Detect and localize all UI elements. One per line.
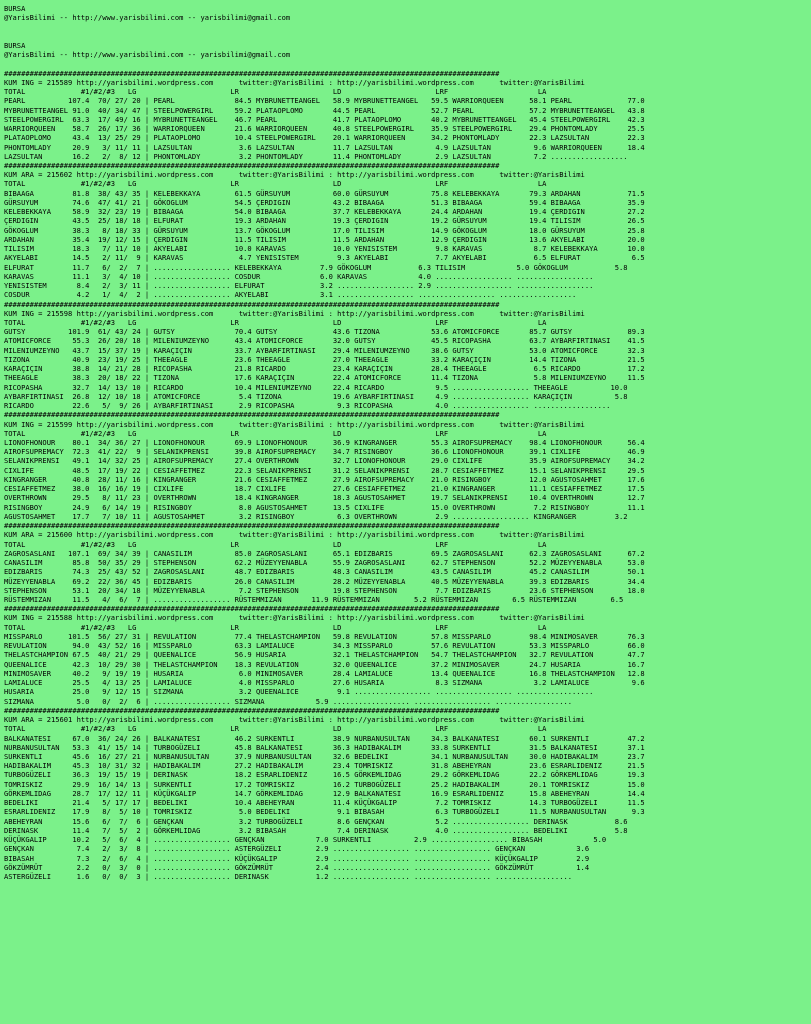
race-statistics-report: BURSA @YarisBilimi -- http://www.yarisbilimi.com -- yarisbilimi@gmail.com BURSA @YarisBilimi -- http://www.yarisbilimi.com -- yarisbilimi@gmail.com #################################################################################################################### KUM ING = 215589 http://yarisbilimi.wordpress.com twitter:@YarisBilimi : http://yarisbilimi.wordpress.com twitter:@YarisBilimi TOTAL #1/#2/#3 LG LR LD LRF LA PEARL 107.4 70/ 27/ 20 | PEARL 84.5 MYBRUNETTEANGEL 58.9 MYBRUNETTEANGEL 59.5 WARRIORQUEEN 58.1 PEARL 77.0 MYBRUNETTEANGEL 91.0 40/ 34/ 47 | STEELPOWERGIRL 59.2 PLATAOPLOMO 44.5 PEARL 52.7 PEARL 57.2 MYBRUNETTEANGEL 43.8 STEELPOWERGIRL 63.3 17/ 49/ 16 | MYBRUNETTEANGEL 46.7 PEARL 41.7 PLATAOPLOMO 40.2 MYBRUNETTEANGEL 45.4 STEELPOWERGIRL 42.3 WARRIORQUEEN 58.7 26/ 17/ 36 | WARRIORQUEEN 21.6 WARRIORQUEEN 40.8 STEELPOWERGIRL 35.9 STEELPOWERGIRL 29.4 PHONTOMLADY 25.5 PLATAOPLOMO 43.4 13/ 25/ 29 | PLATAOPLOMO 10.4 STEELPOWERGIRL 20.1 WARRIORQUEEN 34.2 PHONTOMLADY 22.3 LAZSULTAN 22.3 PHONTOMLADY 20.9 3/ 11/ 11 | LAZSULTAN 3.6 LAZSULTAN 11.7 LAZSULTAN 4.9 LAZSULTAN 9.6 WARRIORQUEEN 18.4 LAZSULTAN 16.2 2/ 8/ 12 | PHONTOMLADY 3.2 PHONTOMLADY 11.4 PHONTOMLADY 2.9 LAZSULTAN 7.2 .................. #################################################################################################################### KUM ARA = 215602 http://yarisbilimi.wordpress.com twitter:@YarisBilimi : http://yarisbilimi.wordpress.com twitter:@YarisBilimi TOTAL #1/#2/#3 LG LR LD LRF LA BIBAAGA 81.8 38/ 43/ 35 | KELEBEKKAYA 61.5 GÜRSUYUM 60.0 GÜRSUYUM 75.8 KELEBEKKAYA 79.3 ARDAHAN 71.5 GÜRSUYUM 74.6 47/ 41/ 21 | GÖKOGLUM 54.5 ÇERDIGIN 43.2 BIBAAGA 51.3 BIBAAGA 59.4 BIBAAGA 35.9 KELEBEKKAYA 58.9 32/ 23/ 19 | BIBAAGA 54.0 BIBAAGA 37.7 KELEBEKKAYA 24.4 ARDAHAN 19.4 ÇERDIGIN 27.2 ÇERDIGIN 43.5 25/ 18/ 18 | ELFURAT 19.3 ARDAHAN 19.3 ÇERDIGIN 19.2 GÜRSUYUM 19.4 TILISIM 26.5 GÖKOGLUM 38.3 8/ 18/ 33 | GÜRSUYUM 13.7 GÖKOGLUM 17.0 TILISIM 14.9 GÖKOGLUM 18.0 GÜRSUYUM 25.8 ARDAHAN 35.4 19/ 12/ 15 | ÇERDIGIN 11.5 TILISIM 11.5 ARDAHAN 12.9 ÇERDIGIN 13.6 AKYELABI 20.0 TILISIM 18.3 7/ 11/ 10 | AKYELABI 10.0 KARAVAS 10.0 YENISISTEM 9.8 KARAVAS 8.7 KELEBEKKAYA 10.0 AKYELABI 14.5 2/ 11/ 9 | KARAVAS 4.7 YENISISTEM 9.3 AKYELABI 7.7 AKYELABI 6.5 ELFURAT 6.5 ELFURAT 11.7 6/ 2/ 7 | .................. KELEBEKKAYA 7.9 GÖKOGLUM 6.3 TILISIM 5.0 GÖKOGLUM 5.8 KARAVAS 11.1 3/ 4/ 10 | .................. COSDUR 6.0 KARAVAS 4.0 .................. .................. YENISISTEM 8.4 2/ 3/ 11 | .................. ELFURAT 3.2 .................. 2.9 .................. .................. COSDUR 4.2 1/ 4/ 2 | .................. AKYELABI 3.1 .................. .................. .................. #################################################################################################################### KUM ING = 215598 http://yarisbilimi.wordpress.com twitter:@YarisBilimi : http://yarisbilimi.wordpress.com twitter:@YarisBilimi TOTAL #1/#2/#3 LG LR LD LRF LA GUTSY 101.9 61/ 43/ 24 | GUTSY 70.4 GUTSY 43.6 TIZONA 53.6 ATOMICFORCE 85.7 GUTSY 89.3 ATOMICFORCE 55.3 26/ 20/ 18 | MILENIUMZEYNO 43.4 ATOMICFORCE 32.0 GUTSY 45.5 RICOPASHA 63.7 AYBARFIRTINASI 41.5 MILENIUMZEYNO 43.7 15/ 37/ 19 | KARAÇIÇIN 33.7 AYBARFIRTINASI 29.4 MILENIUMZEYNO 38.6 GUTSY 53.0 ATOMICFORCE 32.3 TIZONA 40.9 23/ 19/ 25 | THEEAGLE 23.6 THEEAGLE 27.0 THEEAGLE 33.2 KARAÇIÇIN 14.4 TIZONA 21.5 KARAÇIÇIN 38.8 14/ 21/ 28 | RICOPASHA 21.8 RICARDO 23.4 KARAÇIÇIN 28.4 THEEAGLE 6.5 RICARDO 17.2 THEEAGLE 38.3 20/ 18/ 22 | TIZONA 17.6 KARAÇIÇIN 22.4 ATOMICFORCE 11.4 TIZONA 5.8 MILENIUMZEYNO 11.5 RICOPASHA 32.7 14/ 13/ 10 | RICARDO 10.4 MILENIUMZEYNO 22.4 RICARDO 9.5 .................. THEEAGLE 10.0 AYBARFIRTINASI 26.8 12/ 10/ 18 | ATOMICFORCE 5.4 TIZONA 19.6 AYBARFIRTINASI 4.9 .................. KARAÇIÇIN 5.8 RICARDO 22.6 5/ 9/ 26 | AYBARFIRTINASI 2.9 RICOPASHA 9.3 RICOPASHA 4.0 .................. .................. #################################################################################################################### KUM ING = 215599 http://yarisbilimi.wordpress.com twitter:@YarisBilimi : http://yarisbilimi.wordpress.com twitter:@YarisBilimi TOTAL #1/#2/#3 LG LR LD LRF LA LIONOFHONOUR 80.1 34/ 36/ 27 | LIONOFHONOUR 69.9 LIONOFHONOUR 36.9 KINGRANGER 55.3 AIROFSUPREMACY 98.4 LIONOFHONOUR 56.4 AIROFSUPREMACY 72.3 41/ 22/ 9 | SELANIKPRENSI 39.8 AIROFSUPREMACY 34.7 RISINGBOY 36.6 LIONOFHONOUR 39.1 CIXLIFE 46.9 SELANIKPRENSI 49.1 14/ 32/ 25 | AIROFSUPREMACY 27.4 OVERTHROWN 32.7 LIONOFHONOUR 29.0 CIXLIFE 35.9 AIROFSUPREMACY 34.2 CIXLIFE 48.5 17/ 19/ 22 | CESIAFFETMEZ 22.3 SELANIKPRENSI 31.2 SELANIKPRENSI 28.7 CESIAFFETMEZ 15.1 SELANIKPRENSI 29.5 KINGRANGER 40.8 28/ 11/ 16 | KINGRANGER 21.6 CESIAFFETMEZ 27.9 AIROFSUPREMACY 21.0 RISINGBOY 12.0 AGUSTOSAHMET 17.6 CESIAFFETMEZ 38.0 16/ 16/ 19 | CIXLIFE 18.7 CIXLIFE 27.6 CESIAFFETMEZ 21.0 KINGRANGER 11.1 CESIAFFETMEZ 17.5 OVERTHROWN 29.5 8/ 11/ 23 | OVERTHROWN 18.4 KINGRANGER 18.3 AGUSTOSAHMET 19.7 SELANIKPRENSI 10.4 OVERTHROWN 12.7 RISINGBOY 24.9 6/ 14/ 19 | RISINGBOY 8.0 AGUSTOSAHMET 13.5 CIXLIFE 15.0 OVERTHROWN 7.2 RISINGBOY 11.1 AGUSTOSAHMET 17.7 7/ 10/ 11 | AGUSTOSAHMET 3.2 RISINGBOY 6.3 OVERTHROWN 2.9 .................. KINGRANGER 3.2 #################################################################################################################### KUM ARA = 215600 http://yarisbilimi.wordpress.com twitter:@YarisBilimi : http://yarisbilimi.wordpress.com twitter:@YarisBilimi TOTAL #1/#2/#3 LG LR LD LRF LA ZAGROSASLANI 107.1 69/ 34/ 39 | CANASILIM 85.0 ZAGROSASLANI 65.1 EDIZBARIS 69.5 ZAGROSASLANI 62.3 ZAGROSASLANI 67.2 CANASILIM 85.8 50/ 35/ 29 | STEPHENSON 62.2 MÜZEYYENABLA 55.9 ZAGROSASLANI 62.7 STEPHENSON 52.2 MÜZEYYENABLA 53.0 EDIZBARIS 74.3 25/ 43/ 52 | ZAGROSASLANI 48.7 EDIZBARIS 48.3 CANASILIM 43.5 CANASILIM 45.2 CANASILIM 50.1 MÜZEYYENABLA 69.2 22/ 36/ 45 | EDIZBARIS 26.0 CANASILIM 28.2 MÜZEYYENABLA 40.5 MÜZEYYENABLA 39.3 EDIZBARIS 34.4 STEPHENSON 53.1 20/ 34/ 18 | MÜZEYYENABLA 7.2 STEPHENSON 19.8 STEPHENSON 7.7 EDIZBARIS 23.6 STEPHENSON 18.0 RÜSTEMMIZAN 11.5 4/ 6/ 7 | .................. RÜSTEMMIZAN 11.9 RÜSTEMMIZAN 5.2 RÜSTEMMIZAN 6.5 RÜSTEMMIZAN 6.5 #################################################################################################################### KUM ING = 215588 http://yarisbilimi.wordpress.com twitter:@YarisBilimi : http://yarisbilimi.wordpress.com twitter:@YarisBilimi TOTAL #1/#2/#3 LG LR LD LRF LA MISSPARLO 101.5 56/ 27/ 31 | REVULATION 77.4 THELASTCHAMPION 59.8 REVULATION 57.8 MISSPARLO 98.4 MINIMOSAVER 76.3 REVULATION 94.0 43/ 52/ 16 | MISSPARLO 63.3 LAMIALUCE 34.3 MISSPARLO 57.6 REVULATION 53.3 MISSPARLO 66.0 THELASTCHAMPION 67.5 40/ 21/ 29 | QUEENALICE 56.9 HUSARIA 32.1 THELASTCHAMPION 54.7 THELASTCHAMPION 32.7 REVULATION 47.7 QUEENALICE 42.3 10/ 29/ 30 | THELASTCHAMPION 18.3 REVULATION 32.0 QUEENALICE 37.2 MINIMOSAVER 24.7 HUSARIA 16.7 MINIMOSAVER 40.2 9/ 19/ 19 | HUSARIA 6.0 MINIMOSAVER 28.4 LAMIALUCE 13.4 QUEENALICE 16.8 THELASTCHAMPION 12.8 LAMIALUCE 25.5 4/ 13/ 25 | LAMIALUCE 4.0 MISSPARLO 27.6 HUSARIA 8.3 SIZMANA 3.2 LAMIALUCE 9.6 HUSARIA 25.0 9/ 12/ 15 | SIZMANA 3.2 QUEENALICE 9.1 .................. .................. .................. SIZMANA 5.0 0/ 2/ 6 | .................. SIZMANA 5.9 .................. .................. .................. #################################################################################################################### KUM ARA = 215601 http://yarisbilimi.wordpress.com twitter:@YarisBilimi : http://yarisbilimi.wordpress.com twitter:@YarisBilimi TOTAL #1/#2/#3 LG LR LD LRF LA BALKANATESI 67.0 36/ 24/ 26 | BALKANATESI 46.2 SURKENTLI 38.9 NURBANUSULTAN 34.3 BALKANATESI 60.1 SURKENTLI 47.2 NURBANUSULTAN 53.3 41/ 15/ 14 | TURBOGÜZELI 45.8 BALKANATESI 36.3 HADIBAKALIM 33.8 SURKENTLI 31.5 BALKANATESI 37.1 SURKENTLI 45.6 16/ 27/ 21 | NURBANUSULTAN 37.9 NURBANUSULTAN 32.6 BEDELIKI 34.1 NURBANUSULTAN 30.0 HADIBAKALIM 23.7 HADIBAKALIM 45.3 10/ 31/ 32 | HADIBAKALIM 27.2 HADIBAKALIM 23.4 TOMRISKIZ 31.8 ABEHEYRAN 23.6 ESRARLIDENIZ 21.5 TURBOGÜZELI 36.3 19/ 15/ 19 | DERINASK 18.2 ESRARLIDENIZ 16.5 GÖRKEMLIDAG 29.2 GÖRKEMLIDAG 22.2 GÖRKEMLIDAG 19.3 TOMRISKIZ 29.9 16/ 14/ 13 | SURKENTLI 17.2 TOMRISKIZ 16.2 TURBOGÜZELI 25.2 HADIBAKALIM 20.1 TOMRISKIZ 15.0 GÖRKEMLIDAG 28.7 17/ 12/ 11 | KÜÇÜKGALIP 14.7 GÖRKEMLIDAG 12.9 BALKANATESI 16.9 ESRARLIDENIZ 15.8 ABEHEYRAN 14.4 BEDELIKI 21.4 5/ 17/ 17 | BEDELIKI 10.4 ABEHEYRAN 11.4 KÜÇÜKGALIP 7.2 TOMRISKIZ 14.3 TURBOGÜZELI 11.5 ESRARLIDENIZ 17.9 8/ 5/ 10 | TOMRISKIZ 5.0 BEDELIKI 9.1 BIBASAH 6.3 TURBOGÜZELI 11.5 NURBANUSULTAN 9.3 ABEHEYRAN 15.6 6/ 7/ 6 | GENÇKAN 3.2 TURBOGÜZELI 8.6 GENÇKAN 5.2 .................. DERINASK 8.6 DERINASK 11.4 7/ 5/ 2 | GÖRKEMLIDAG 3.2 BIBASAH 7.4 DERINASK 4.0 .................. BEDELIKI 5.8 KÜÇÜKGALIP 10.2 5/ 6/ 4 | .................. GENÇKAN 7.0 SURKENTLI 2.9 .................. BIBASAH 5.0 GENÇKAN 7.4 2/ 3/ 8 | .................. ASTERGÜZELI 2.9 .................. .................. GENÇKAN 3.6 BIBASAH 7.3 2/ 6/ 4 | .................. KÜÇÜKGALIP 2.9 .................. .................. KÜÇÜKGALIP 2.9 GÖKZÜMRÜT 2.2 0/ 3/ 0 | .................. GÖKZÜMRÜT 2.4 .................. .................. GÖKZÜMRÜT 1.4 ASTERGÜZELI 1.6 0/ 0/ 3 | .................. DERINASK 1.2 .................. .................. .................. (4, 4, 645, 882)
